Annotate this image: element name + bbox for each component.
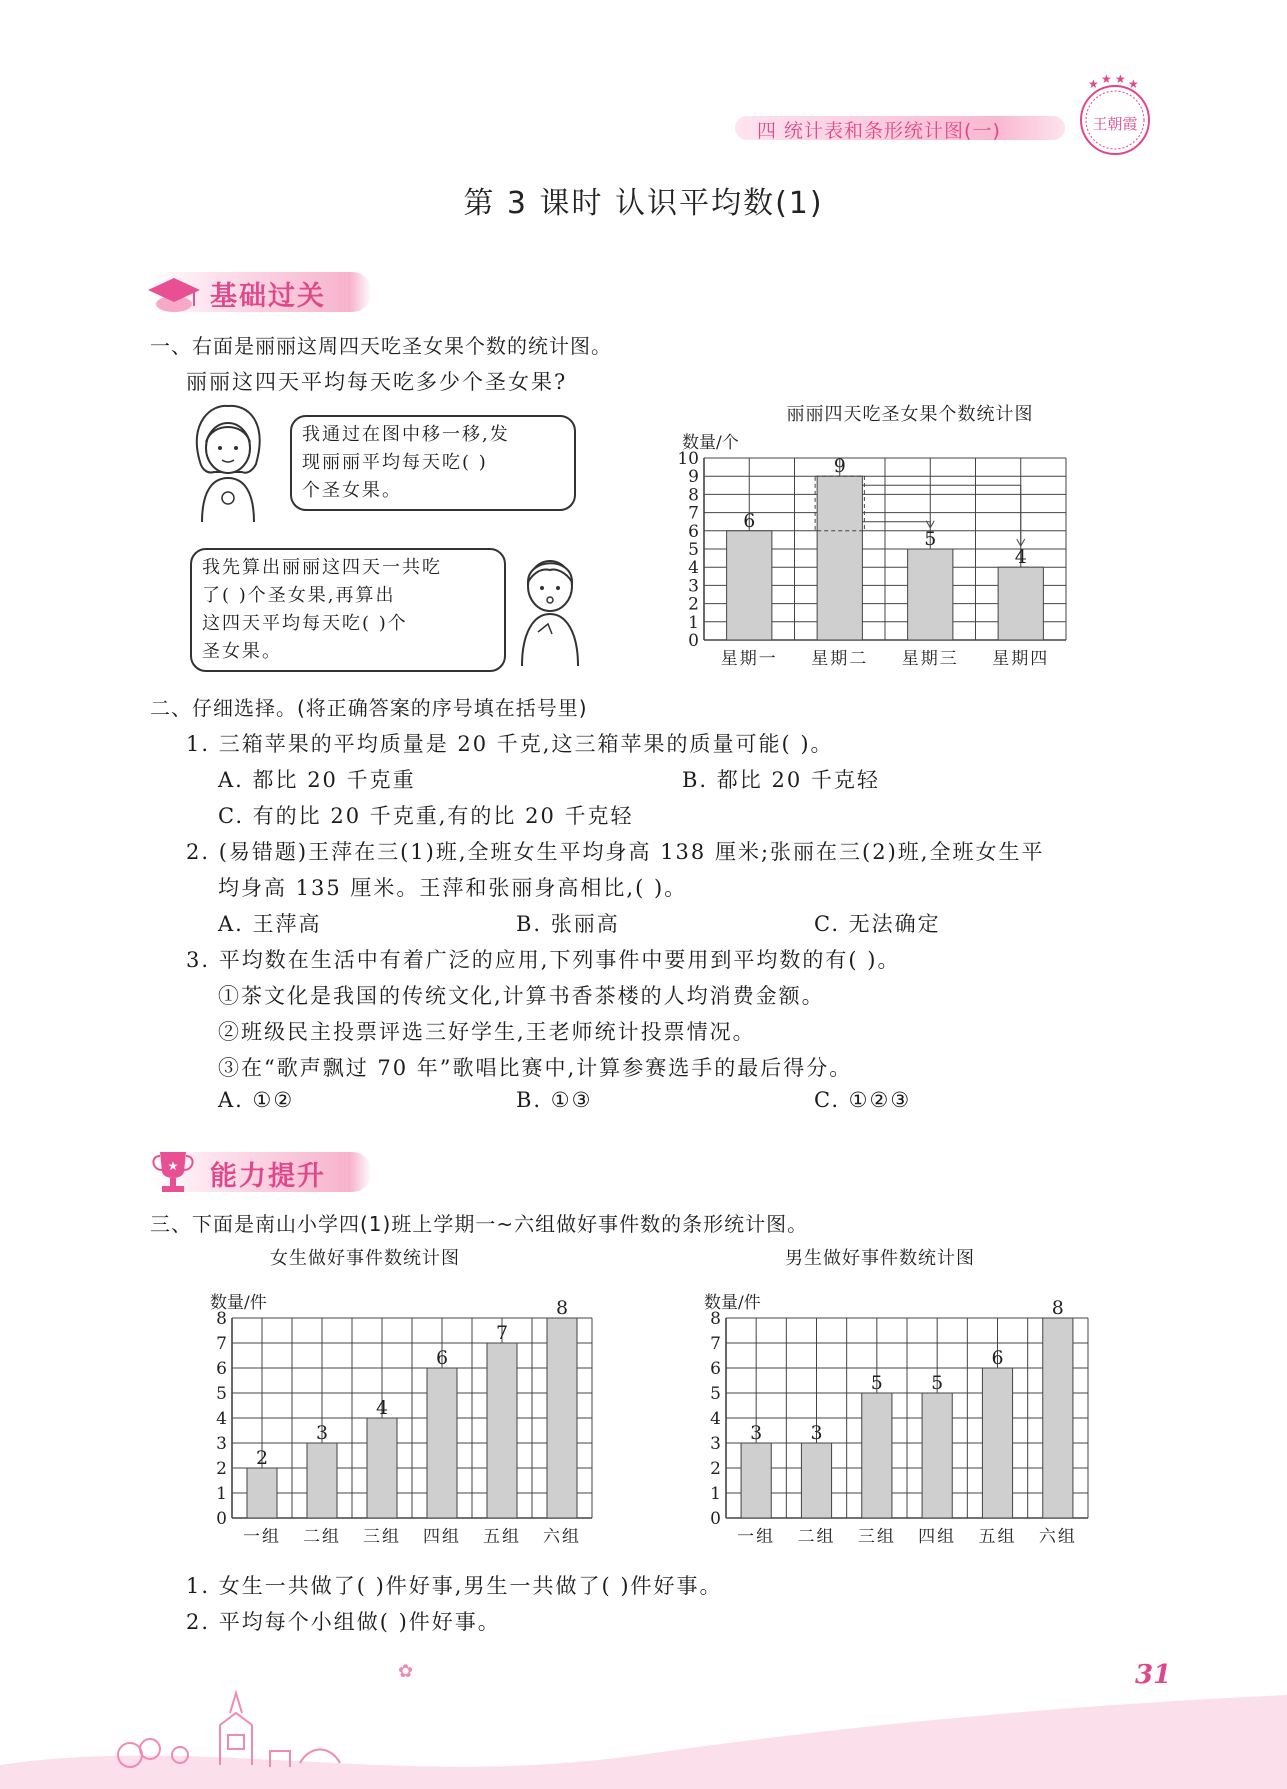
y-tick-label: 7 [710,1334,721,1354]
x-tick-label: 六组 [543,1527,581,1547]
q2-3-event-3: ③在“歌声飘过 70 年”歌唱比赛中,计算参赛选手的最后得分。 [218,1056,853,1080]
chart-boys-good-deeds [690,1276,1110,1560]
data-label: 9 [833,455,846,478]
data-label: 8 [555,1297,569,1319]
q2-3-event-2: ②班级民主投票评选三好学生,王老师统计投票情况。 [218,1020,756,1044]
y-tick-label: 1 [216,1484,227,1504]
y-axis-label: 数量/个 [682,433,739,453]
y-tick-label: 8 [688,485,699,506]
bubble-line: 我先算出丽丽这四天一共吃 [202,557,442,578]
y-tick-label: 6 [710,1359,721,1379]
x-tick-label: 星期三 [901,649,959,669]
svg-text:★: ★ [1115,72,1126,86]
bubble-line: 了( )个圣女果,再算出 [202,585,396,606]
bar [817,476,862,640]
chart1-title: 丽丽四天吃圣女果个数统计图 [786,404,1034,425]
svg-text:★: ★ [1128,77,1139,91]
logo-seal [1070,72,1160,162]
bar [247,1468,277,1518]
y-tick-label: 2 [216,1459,227,1479]
y-tick-label: 0 [688,631,699,651]
logo-text: 王朝霞 [1092,115,1138,133]
svg-text:★: ★ [167,1159,179,1173]
speech-bubble-boy [190,548,506,672]
data-label: 5 [931,1372,944,1394]
x-tick-label: 五组 [978,1527,1017,1547]
y-axis-label: 数量/件 [704,1293,761,1313]
trophy-icon [148,1146,198,1198]
q2-heading: 二、仔细选择。(将正确答案的序号填在括号里) [150,696,588,720]
bar [727,531,772,640]
q2-1-option-b[interactable]: B. 都比 20 千克轻 [682,768,880,792]
data-label: 3 [810,1422,823,1444]
q3-question-2: 2. 平均每个小组做( )件好事。 [186,1610,501,1634]
chart-girls-good-deeds [196,1276,616,1560]
q2-3-option-a[interactable]: A. ①② [218,1088,295,1112]
data-label: 5 [924,528,937,550]
y-tick-label: 8 [216,1309,227,1329]
section-label-advanced: 能力提升 [210,1161,326,1192]
q3-question-1: 1. 女生一共做了( )件好事,男生一共做了( )件好事。 [186,1574,723,1598]
bar [1043,1318,1073,1518]
chart2-title: 女生做好事件数统计图 [270,1248,460,1269]
q2-3-event-1: ①茶文化是我国的传统文化,计算书香茶楼的人均消费金额。 [218,984,825,1008]
q2-1-option-a[interactable]: A. 都比 20 千克重 [218,768,416,792]
y-tick-label: 5 [710,1384,721,1404]
data-label: 3 [750,1422,763,1444]
y-tick-label: 10 [677,449,699,469]
q2-1-stem: 1. 三箱苹果的平均质量是 20 千克,这三箱苹果的质量可能( )。 [186,732,834,756]
x-tick-label: 三组 [363,1527,401,1547]
q2-2-option-b[interactable]: B. 张丽高 [516,912,620,936]
q2-2-stem-line1: 2. (易错题)王萍在三(1)班,全班女生平均身高 138 厘米;张丽在三(2)班,全班女生平 [186,840,1045,864]
q2-3-option-c[interactable]: C. ①②③ [814,1088,912,1112]
x-tick-label: 五组 [483,1527,521,1547]
data-label: 4 [1014,546,1027,569]
bar [998,567,1043,640]
chapter-title: 四 统计表和条形统计图(一) [757,120,1001,142]
y-tick-label: 2 [688,594,699,615]
y-tick-label: 0 [216,1509,227,1529]
bar [922,1393,952,1518]
data-label: 6 [743,509,756,532]
y-tick-label: 1 [710,1484,721,1504]
y-tick-label: 9 [688,467,699,488]
bubble-line: 这四天平均每天吃( )个 [202,613,408,634]
q1-heading: 一、右面是丽丽这周四天吃圣女果个数的统计图。 [150,334,612,358]
q2-1-option-c[interactable]: C. 有的比 20 千克重,有的比 20 千克轻 [218,804,634,828]
x-tick-label: 四组 [423,1527,461,1547]
x-tick-label: 三组 [857,1527,896,1547]
x-tick-label: 一组 [243,1527,281,1547]
bar [367,1418,397,1518]
y-tick-label: 7 [688,503,699,524]
y-tick-label: 0 [710,1509,721,1529]
data-label: 2 [255,1447,269,1469]
flower-icon: ✿ [398,1661,414,1682]
data-label: 4 [375,1397,389,1419]
data-label: 5 [870,1372,883,1394]
bar [307,1443,337,1518]
bubble-line: 圣女果。 [202,641,282,662]
y-axis-label: 数量/件 [210,1293,267,1313]
q2-2-option-c[interactable]: C. 无法确定 [814,912,941,936]
y-tick-label: 4 [688,558,699,579]
x-tick-label: 星期二 [811,649,869,669]
svg-text:★: ★ [1101,72,1112,86]
x-tick-label: 四组 [918,1527,957,1547]
y-tick-label: 4 [710,1409,721,1429]
bubble-line: 个圣女果。 [302,480,402,501]
graduation-cap-icon [144,268,204,318]
q2-2-option-a[interactable]: A. 王萍高 [218,912,322,936]
y-tick-label: 2 [710,1459,721,1479]
logo-stars-icon [1088,72,1139,91]
svg-text:★: ★ [1088,77,1099,91]
y-tick-label: 5 [216,1384,227,1404]
x-tick-label: 二组 [303,1527,341,1547]
bubble-line: 我通过在图中移一移,发 [302,424,510,445]
q2-3-stem: 3. 平均数在生活中有着广泛的应用,下列事件中要用到平均数的有( )。 [186,948,901,972]
y-tick-label: 5 [688,540,699,560]
y-tick-label: 3 [710,1434,721,1454]
bar [908,549,953,640]
q2-2-stem-line2: 均身高 135 厘米。王萍和张丽身高相比,( )。 [218,876,688,900]
q3-heading: 三、下面是南山小学四(1)班上学期一~六组做好事件数的条形统计图。 [150,1212,809,1236]
bar [741,1443,771,1518]
y-tick-label: 7 [216,1334,227,1354]
bar [982,1368,1012,1518]
chart-lili-cherries [660,420,1120,680]
girl-figure [182,402,274,524]
x-tick-label: 一组 [737,1527,776,1547]
y-tick-label: 4 [216,1409,227,1429]
x-tick-label: 星期一 [720,649,778,669]
page-title: 第 3 课时 认识平均数(1) [463,186,824,221]
bar [547,1318,577,1518]
x-tick-label: 星期四 [992,649,1050,669]
move-arrow [862,522,930,527]
data-label: 6 [435,1347,449,1369]
data-label: 8 [1051,1297,1064,1319]
boy-figure [512,548,588,668]
bubble-line: 现丽丽平均每天吃( ) [302,452,488,473]
data-label: 6 [991,1347,1004,1369]
data-label: 7 [495,1322,509,1344]
y-tick-label: 6 [688,521,699,542]
footer-decoration [0,1655,1287,1789]
section-label-basic: 基础过关 [210,281,326,312]
speech-bubble-girl [290,415,576,511]
bar [801,1443,831,1518]
q1-subquestion: 丽丽这四天平均每天吃多少个圣女果? [186,370,568,394]
y-tick-label: 1 [688,612,699,633]
y-tick-label: 8 [710,1309,721,1329]
bar [487,1343,517,1518]
x-tick-label: 二组 [797,1527,836,1547]
x-tick-label: 六组 [1038,1527,1077,1547]
bar [862,1393,892,1518]
y-tick-label: 3 [688,576,699,597]
y-tick-label: 6 [216,1359,227,1379]
data-label: 3 [315,1422,329,1444]
q2-3-option-b[interactable]: B. ①③ [516,1088,593,1112]
y-tick-label: 3 [216,1434,227,1454]
page-number: 31 [1135,1660,1172,1690]
chart3-title: 男生做好事件数统计图 [785,1248,975,1269]
bar [427,1368,457,1518]
